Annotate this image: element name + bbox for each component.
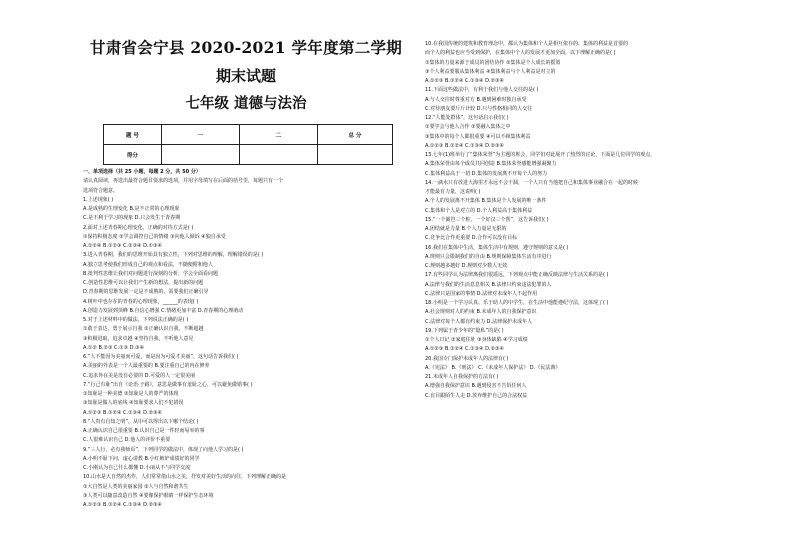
question-line: A.正确认识自己很重要 B.认识自己是一件轻而易举的事	[83, 428, 205, 434]
question-line: 才能最有力量，这说明( )	[425, 189, 481, 195]
score-cell: 一	[161, 125, 239, 145]
question-line: ①大自然是人类的美丽家园 ②人与自然和谐共生	[83, 483, 189, 490]
question-line: 12.“人能处群体”，这句话启示我们( )	[425, 115, 509, 121]
question-line: 16.我们在集体中生活，集体生活中有规则，遵守规则的意义是( )	[425, 244, 569, 251]
question-line: 3.进入青春期，我们的思维开始具有独立性，下列对思维的理解，理解错误的是( )	[83, 252, 264, 259]
question-line: A.①②③ B.①②④ C.①③④ D.②③④	[83, 502, 163, 508]
question-line: ③个人利益要服从集体利益 ④集体利益与个人利益是对立的	[425, 68, 556, 75]
question-line: A.美丽的外表是一个人最重要的 B.要注重自己的内在修养	[83, 363, 210, 370]
question-line: 选项符合题意。	[83, 187, 119, 194]
question-line: A.①②③ B.①②④ C.①③④ D.②③④	[83, 409, 163, 416]
score-cell	[161, 145, 239, 165]
question-line: 请认真阅读，再选出最符合题目要求的选项，并用字母填写在后面的括号里，每题只有一个	[83, 178, 284, 185]
question-line: 8.“人贵有自知之明”，从中可以得出以下哪个结论( )	[83, 418, 199, 425]
score-table-score-row	[104, 145, 393, 165]
question-line: A.①②③ B.①②④ C.①③④ D.②③④	[425, 142, 505, 149]
question-line: ①保持积极态度 ②学会调控自己的情绪 ③向他人倾诉 ④独自承受	[83, 233, 226, 240]
question-line: A.增强自我保护意识 B.遇到侵害不告诉任何人	[425, 383, 527, 390]
grade-subject: 七年级 道德与法治	[185, 95, 307, 112]
score-cell: 总 分	[317, 125, 392, 145]
score-cell: 题 号	[104, 125, 162, 145]
question-line: A.规则只会限制我们的自由 B.规则保障集体生活有序进行	[425, 253, 552, 260]
question-line: A.①② B.②③ C.①③ D.③④	[83, 344, 145, 351]
question-line: 20.我国专门保护未成年人的法律有( )	[425, 355, 509, 362]
question-line: A.①②④ B.①②③ C.②③④ D.①③④	[83, 243, 163, 249]
question-line: 一、单项选择（共 25 小题，每题 2 分，共 50 分）	[83, 169, 201, 175]
left-column	[83, 38, 409, 510]
question-line: D.青春期的思维发展一定是不成熟的，需要我们正确引导	[83, 289, 209, 296]
question-line: A.创造力发展到顶峰 B.自信心增强 C.情绪更加丰富 D.青春期的心理萌动	[83, 307, 244, 314]
score-cell: 得分	[104, 145, 162, 165]
question-line: C.集体利益高于一切 D.集体的发展离不开每个人的努力	[425, 170, 548, 177]
question-line: C.创造性思维可以让我们产生新的想法，提出新的问题	[83, 280, 204, 286]
question-line: C.集体和个人是对立的 D.个人利益高于集体利益	[425, 207, 533, 214]
question-line: C.是不利于学习的现象 D.只会发生于青春期	[83, 215, 181, 222]
question-line: 14.一滴水只有放进大海里才永远不会干涸，一个人只有当他把自己和集体事业融合在一起的时候	[425, 179, 638, 186]
question-line: C.规则越多越好 D.规则对少数人无效	[425, 263, 508, 269]
question-line: 19.下列属于青少年的“隐私”的是( )	[425, 327, 504, 334]
question-line: 6.“人不能因为美丽而可爱，而是因为可爱才美丽”，这句话告诉我们( )	[83, 354, 239, 360]
question-line: 2.面对上述青春期心理变化，正确的对待方式是( )	[83, 224, 194, 231]
question-line: C.法律只是国家的事情 D.法律对未成年人不起作用	[425, 290, 538, 297]
right-column	[425, 40, 780, 401]
question-line: A.个人的发展离不开集体 B.集体是个人发展的唯一条件	[425, 198, 547, 205]
question-line: 10.在我国传统的建筑和教育理念中，都认为集体和个人是相互依存的，集体的利益是首要的	[425, 41, 628, 47]
question-line: A.法律与我们的生活息息相关 B.法律只约束违法犯罪的人	[425, 281, 552, 288]
question-line: A.①②③ B.①②④ C.①③④ D.②③④	[425, 346, 505, 353]
question-line: A.与人交往时尊重对方 B.遇到困难时独自承受	[425, 96, 527, 103]
question-line: 7.“行己有耻”出自《论语·子路》，意思是做事有羞耻之心，可以避免做错事( )	[83, 381, 253, 388]
question-line: C.法律对每个人都有约束力 D.法律保护未成年人	[425, 318, 533, 325]
question-line: ①知耻是一种美德 ②知耻是人的尊严的体现	[83, 391, 179, 397]
question-line: 5.对于上述材料中的做法，下列说法正确的是( )	[83, 317, 189, 323]
question-line: A.是成熟的生理变化 B.是不正常的心理现象	[83, 206, 180, 212]
score-cell: 二	[239, 125, 317, 145]
score-cell	[239, 145, 317, 165]
question-line: C.竞争比合作更重要 D.合作可以没有目标	[425, 235, 518, 242]
question-line: 18.小明是一个学习认真、乐于助人的中学生，在生活中他能遵纪守法，这体现了( )	[425, 300, 609, 306]
question-line: ③人类可以随意改造自然 ④要像保护眼睛一样保护生态环境	[83, 492, 214, 499]
question-line: ③集体中的每个人都很重要 ④可以不顾集体利益	[425, 133, 531, 140]
question-line: B.批判性思维让我们对问题进行深刻的分析，学会全面看问题	[83, 270, 219, 277]
question-line: 而个人的利益也应当受到保护，在集体中个人的发展才更加全面，以下理解正确的是( )	[425, 50, 616, 57]
question-line: ③知耻是做人的底线 ④知耻要求人们不犯错误	[83, 400, 184, 407]
question-line: C.人很难认识自己 D.他人的评价不重要	[83, 437, 171, 444]
question-line: 10.山水是大自然的杰作，人们常常借山水之美，抒发对美好生活的向往，下列理解正确的是	[83, 474, 286, 481]
question-line: 9.“三人行，必有我师焉”，下列同学的做法中，体现了向他人学习的是( )	[83, 446, 244, 453]
question-line: A.团结就是力量 B.个人力量是无限的	[425, 226, 507, 232]
exam-subtitle: 期末试题	[215, 67, 276, 85]
question-line: C.追求外在美是没有必要的 D.可爱的人一定很美丽	[83, 372, 196, 379]
score-cell	[317, 145, 392, 165]
score-table	[103, 124, 393, 165]
question-line: ①要学会与他人合作 ②要融入集体之中	[425, 124, 511, 131]
question-line: A.《宪法》 B.《刑法》 C.《未成年人保护法》 D.《民法典》	[425, 364, 561, 371]
question-line: 1.上述现象( )	[83, 196, 114, 203]
left-questions	[83, 168, 409, 510]
question-line: A.①②③ B.①②④ C.①③④ D.②③④	[425, 78, 505, 84]
question-line: A.社会规则对人的约束 B.未成年人的自我保护意识	[425, 309, 537, 316]
question-line: A.独立思考使我们形成自己的观点和看法，不随便附和他人	[83, 261, 213, 268]
question-line: ③积极进取，追求卓越 ④坚持自我，不听他人意见	[83, 335, 194, 342]
question-line: 11.下面这些做法中，有利于我们与他人交往的是( )	[425, 87, 539, 94]
question-line: A.集体荣誉由每个成员共同创造 B.集体荣誉感能增强凝聚力	[425, 161, 557, 168]
question-line: C.盲目跟陌生人走 D.放弃维护自己的合法权益	[425, 392, 528, 399]
question-line: 15.“一个篱笆三个桩，一个好汉三个帮”，这告诉我们( )	[425, 216, 549, 223]
score-table-header-row	[104, 125, 393, 145]
question-line: ①集体的力量来源于成员的团结协作 ②集体是个人成长的摇篮	[425, 59, 561, 66]
question-line: C.小刚认为自己什么都懂 D.小丽从不与同学交流	[83, 465, 191, 471]
question-line: 21.未成年人自我保护的方法有( )	[425, 374, 499, 380]
question-line: 17.有些同学认为法律离我们很遥远，下列观点中能正确反映法律与生活关系的是( )	[425, 272, 609, 279]
question-line: C.对待朋友要斤斤计较 D.只与性格相同的人交往	[425, 105, 533, 112]
question-line: 13.七年(1)班举行了“集体荣誉”为主题的班会，同学们对此展开了热烈的讨论，下面是几位同学的观点，	[425, 152, 656, 158]
exam-title: 甘肃省会宁县 2020-2021 学年度第二学期	[89, 38, 403, 57]
question-line: A.小明不耻下问，虚心请教 B.小红嫉妒成绩好的同学	[83, 455, 200, 462]
question-line: ①个人日记 ②家庭住址 ③身体缺陷 ④学习成绩	[425, 337, 528, 343]
question-line: ①敢于表达，勇于展示自我 ②正确认识自我，不断超越	[83, 326, 204, 333]
question-line: 4.树叶中也存在的青春的心理现象，______的表现( )	[83, 298, 199, 305]
